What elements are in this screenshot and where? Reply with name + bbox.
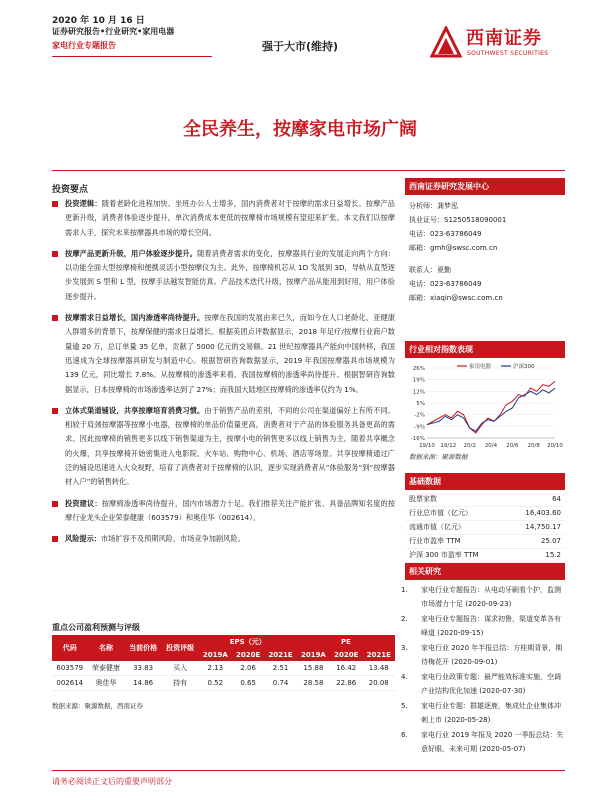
related-report-number: 4. xyxy=(401,673,408,681)
basic-data-panel xyxy=(405,473,565,563)
report-title: 全民养生，按摩家电市场广阔 xyxy=(183,119,417,140)
contact-phone: 电话：023-63786049 xyxy=(409,280,482,288)
table-header-cell: 2020E xyxy=(330,649,362,661)
earnings-forecast-table xyxy=(52,635,395,691)
basic-data-value: 15.2 xyxy=(545,551,561,559)
table-cell: 2.51 xyxy=(264,661,296,676)
summary-bullet xyxy=(52,247,395,304)
bullet-text: 按摩在我国的发展由来已久，而如今在人口老龄化、亚健康人群增多的背景下，按摩保健的需求日益增长。根据美团点评数据显示，2018 年足疗/按摩行业商户数量逾 20 万，总订单量 35 亿单，贡献了 5000 亿元的交易额。21 世纪按摩器具产能向中国转移，我国迅速成为全球按摩器具研发与制造中心。根据智研咨询数据显示，2019 年我国按摩器具市场规模为 139 亿元，同比增长 7.8%。从按摩椅的渗透率来看，我国按摩椅的渗透率尚待提升。根据智研咨询数据显示，日本按摩椅的市场渗透率达到了 27%；而我国大陆地区按摩椅的渗透率仅约为 1%。 xyxy=(65,313,395,394)
analyst-name: 分析师：龚梦泓 xyxy=(409,202,458,210)
basic-data-label: 行业总市值（亿元） xyxy=(409,509,472,517)
report-type: 家电行业专题报告 xyxy=(52,41,116,50)
related-report-text: 家电行业 2019 年报及 2020 一季报总结：失意好眼，未来可期 (2020-05-07) xyxy=(421,731,564,753)
bullet-lead: 立体式渠道铺设，共享按摩培育消费习惯。 xyxy=(65,405,205,415)
basic-data-row xyxy=(405,507,565,521)
x-tick-label: 19/12 xyxy=(440,443,457,449)
basic-data-label: 行业市盈率 TTM xyxy=(409,537,461,545)
y-tick-label: 19% xyxy=(412,377,425,384)
table-header-cell: 2021E xyxy=(264,649,296,661)
related-report-text: 家电行业专题：群雄逐鹿，集成灶企业集体冲刺上市 (2020-05-28) xyxy=(421,702,561,724)
table-header-cell: 代码 xyxy=(52,635,88,661)
basic-data-value: 64 xyxy=(552,495,561,503)
report-date: 2020 年 10 月 16 日 xyxy=(52,16,145,26)
research-center-title: 西南证券研究发展中心 xyxy=(405,178,565,195)
y-tick-label: -2% xyxy=(414,412,425,419)
y-tick-label: -16% xyxy=(410,436,425,442)
bullet-icon xyxy=(52,201,58,207)
research-center-panel xyxy=(405,178,565,305)
related-report-number: 2. xyxy=(401,615,408,623)
table-row xyxy=(52,676,395,691)
summary-heading: 投资要点 xyxy=(52,185,89,195)
table-group-header: EPS（元） xyxy=(199,635,297,649)
industry-rating: 强于大市(维持) xyxy=(262,40,339,53)
related-report-link[interactable] xyxy=(401,729,565,756)
table-cell: 0.74 xyxy=(264,676,296,691)
related-report-link[interactable] xyxy=(401,671,565,698)
basic-data-label: 股票家数 xyxy=(409,495,437,503)
table-source: 数据来源：聚源数据，西南证券 xyxy=(52,702,143,710)
related-report-number: 1. xyxy=(401,586,408,594)
summary-bullet xyxy=(52,532,395,546)
bullet-icon xyxy=(52,315,58,321)
table-cell: 22.86 xyxy=(330,676,362,691)
table-header-cell: 2019A xyxy=(297,649,330,661)
footer-rule xyxy=(52,770,565,771)
table-cell: 002614 xyxy=(52,676,88,691)
contact-name: 联系人：夏勤 xyxy=(409,266,451,274)
table-row xyxy=(52,661,395,676)
table-cell: 买入 xyxy=(162,661,199,676)
basic-data-value: 16,403.60 xyxy=(525,509,561,517)
related-report-text: 家电行业专题报告：从电动牙刷看个护，监测市场潜力十足 (2020-09-23) xyxy=(421,586,561,608)
legend-label: 家用电器 xyxy=(469,364,492,370)
bullet-lead: 按摩需求日益增长，国内渗透率尚待提升。 xyxy=(65,313,205,323)
related-report-text: 家电行业政策专题：最严能效标准实施，空调产业结构优化加速 (2020-07-30) xyxy=(421,673,561,695)
report-category: 证券研究报告•行业研究•家用电器 xyxy=(52,27,175,36)
basic-data-label: 沪深 300 市盈率 TTM xyxy=(409,551,479,559)
table-header-cell: 2021E xyxy=(362,649,395,661)
bullet-text: 随着老龄化进程加快、坐班办公人士增多，国内消费者对于按摩的需求日益增长。按摩产品更新升级，消费者体验逐步提升，单次消费成本更低的按摩椅市场规模有望迎来扩张。本文我们以按摩需求入手，探究未来按摩器具市场的增长空间。 xyxy=(65,199,395,237)
table-cell: 持有 xyxy=(162,676,199,691)
related-report-text: 家电行业专题报告：谋求初鲁，渠道变革各有峰道 (2020-09-15) xyxy=(421,615,561,637)
summary-bullet xyxy=(52,497,395,526)
table-header-cell: 2019A xyxy=(199,649,232,661)
related-report-link[interactable] xyxy=(401,642,565,669)
related-report-text: 家电行业 2020 年半报总结：方桂期背景，期待梅花开 (2020-09-01) xyxy=(421,644,563,666)
bullet-text: 市场扩容不及预期风险、市场竞争加剧风险。 xyxy=(100,534,245,544)
bullet-text: 随着消费者需求的变化，按摩器具行业的发展走向两个方向：以功能全面大型按摩椅和便携灵活小型按摩仪为主。此外，按摩椅机芯从 1D 发展到 3D，导轨从直型逐步发展到 S 型和 L 型，按摩手法越发智能仿真。产品技术迭代升级，按摩产品从能用到好用，用户体验逐步提升。 xyxy=(65,248,395,301)
x-tick-label: 20/10 xyxy=(547,443,563,449)
series-line-home-appliances xyxy=(427,381,555,433)
index-chart-panel xyxy=(405,341,565,461)
bullet-text: 由于销售产品的差别，不同的公司在渠道偏好上有所不同。相较于肩颈按摩器等按摩小电器，按摩椅的单品价值量更高，消费者对于产品的体验服务具备更高的需求。因此按摩椅的销售更多以线下销售渠道为主，按摩小电的销售更多以线上销售为主。随着共享概念的火爆，共享按摩椅开始密集进入电影院、火车站、购物中心、机场、酒店等场景。共享按摩椅通过广泛的铺设迅速进入大众视野，培育了消费者对于按摩椅的认识，逐步实现消费者从“体验服务”到“按摩器材入户”的销售转化。 xyxy=(65,405,395,487)
y-tick-label: 26% xyxy=(412,366,425,372)
contact-email[interactable]: 邮箱：xiaqin@swsc.com.cn xyxy=(409,294,503,302)
legend-label: 沪深300 xyxy=(513,364,535,370)
analyst-phone: 电话：023-63786049 xyxy=(409,230,482,238)
table-cell: 2.13 xyxy=(199,661,232,676)
logo-emblem-icon xyxy=(430,26,462,60)
summary-bullet xyxy=(52,197,395,240)
table-header-cell: 当前价格 xyxy=(125,635,162,661)
basic-data-title: 基础数据 xyxy=(405,473,565,490)
table-cell: 33.83 xyxy=(125,661,162,676)
related-report-number: 5. xyxy=(401,702,408,710)
footer-disclaimer: 请务必阅读正文后的重要声明部分 xyxy=(52,777,172,786)
table-header-cell: 2020E xyxy=(232,649,264,661)
bullet-lead: 投资逻辑： xyxy=(65,199,102,208)
basic-data-row xyxy=(405,535,565,549)
summary-bullet xyxy=(52,404,395,490)
header-rule xyxy=(52,56,212,57)
y-tick-label: 5% xyxy=(416,401,425,407)
table-cell: 28.58 xyxy=(297,676,330,691)
series-line-csi300 xyxy=(427,388,555,431)
logo-english-text: SOUTHWEST SECURITIES xyxy=(467,50,549,57)
bullet-text: 按摩椅渗透率尚待提升，国内市场潜力十足。我们推荐关注产能扩张、具备品牌知名度的按摩行业龙头企业荣泰健康（603579）和奥佳华（002614）。 xyxy=(65,498,395,522)
basic-data-value: 14,750.17 xyxy=(525,523,561,531)
related-report-number: 6. xyxy=(401,731,408,739)
analyst-license: 执业证号：S1250518090001 xyxy=(409,216,507,224)
table-cell: 13.48 xyxy=(362,661,395,676)
bullet-lead: 投资建议： xyxy=(65,498,102,508)
basic-data-label: 流通市值（亿元） xyxy=(409,523,465,531)
related-research-title: 相关研究 xyxy=(405,563,565,580)
analyst-email[interactable]: 邮箱：gmh@swsc.com.cn xyxy=(409,244,498,252)
bullet-icon xyxy=(52,536,58,542)
x-tick-label: 20/4 xyxy=(484,443,498,449)
table-heading: 重点公司盈利预测与评级 xyxy=(52,623,140,632)
table-cell: 20.08 xyxy=(362,676,395,691)
table-cell: 0.65 xyxy=(232,676,264,691)
table-cell: 15.88 xyxy=(297,661,330,676)
table-cell: 603579 xyxy=(52,661,88,676)
related-report-link[interactable] xyxy=(401,700,565,727)
related-report-link[interactable] xyxy=(401,584,565,611)
bullet-icon xyxy=(52,408,58,414)
table-cell: 奥佳华 xyxy=(88,676,125,691)
y-tick-label: -9% xyxy=(414,424,425,431)
y-tick-label: 12% xyxy=(412,389,425,396)
basic-data-row xyxy=(405,549,565,563)
table-cell: 14.86 xyxy=(125,676,162,691)
x-tick-label: 20/2 xyxy=(463,443,476,449)
table-cell: 16.42 xyxy=(330,661,362,676)
title-rule xyxy=(52,170,565,171)
summary-body xyxy=(52,197,395,554)
basic-data-row xyxy=(405,493,565,507)
table-header-cell: 名称 xyxy=(88,635,125,661)
x-tick-label: 20/8 xyxy=(527,443,540,449)
basic-data-row xyxy=(405,521,565,535)
bullet-lead: 风险提示： xyxy=(65,534,101,544)
bullet-lead: 按摩产品更新升级，用户体验逐步提升。 xyxy=(65,248,198,258)
related-research-panel xyxy=(401,563,565,758)
table-cell: 荣泰健康 xyxy=(88,661,125,676)
x-tick-label: 19/10 xyxy=(419,443,435,449)
basic-data-value: 25.07 xyxy=(540,537,561,545)
bullet-icon xyxy=(52,501,58,507)
table-header-cell: 投资评级 xyxy=(162,635,199,661)
table-cell: 2.06 xyxy=(232,661,264,676)
logo-chinese-text: 西南证券 xyxy=(466,28,542,49)
bullet-icon xyxy=(52,251,58,257)
summary-bullet xyxy=(52,311,395,397)
table-group-header: PE xyxy=(297,635,395,649)
table-cell: 0.52 xyxy=(199,676,232,691)
relative-index-chart xyxy=(405,360,565,452)
x-tick-label: 20/6 xyxy=(506,443,519,449)
southwest-securities-logo xyxy=(430,22,560,68)
chart-title: 行业相对指数表现 xyxy=(405,341,565,358)
related-report-number: 3. xyxy=(401,644,408,652)
related-report-link[interactable] xyxy=(401,613,565,640)
chart-source: 数据来源：聚源数据 xyxy=(409,453,468,461)
